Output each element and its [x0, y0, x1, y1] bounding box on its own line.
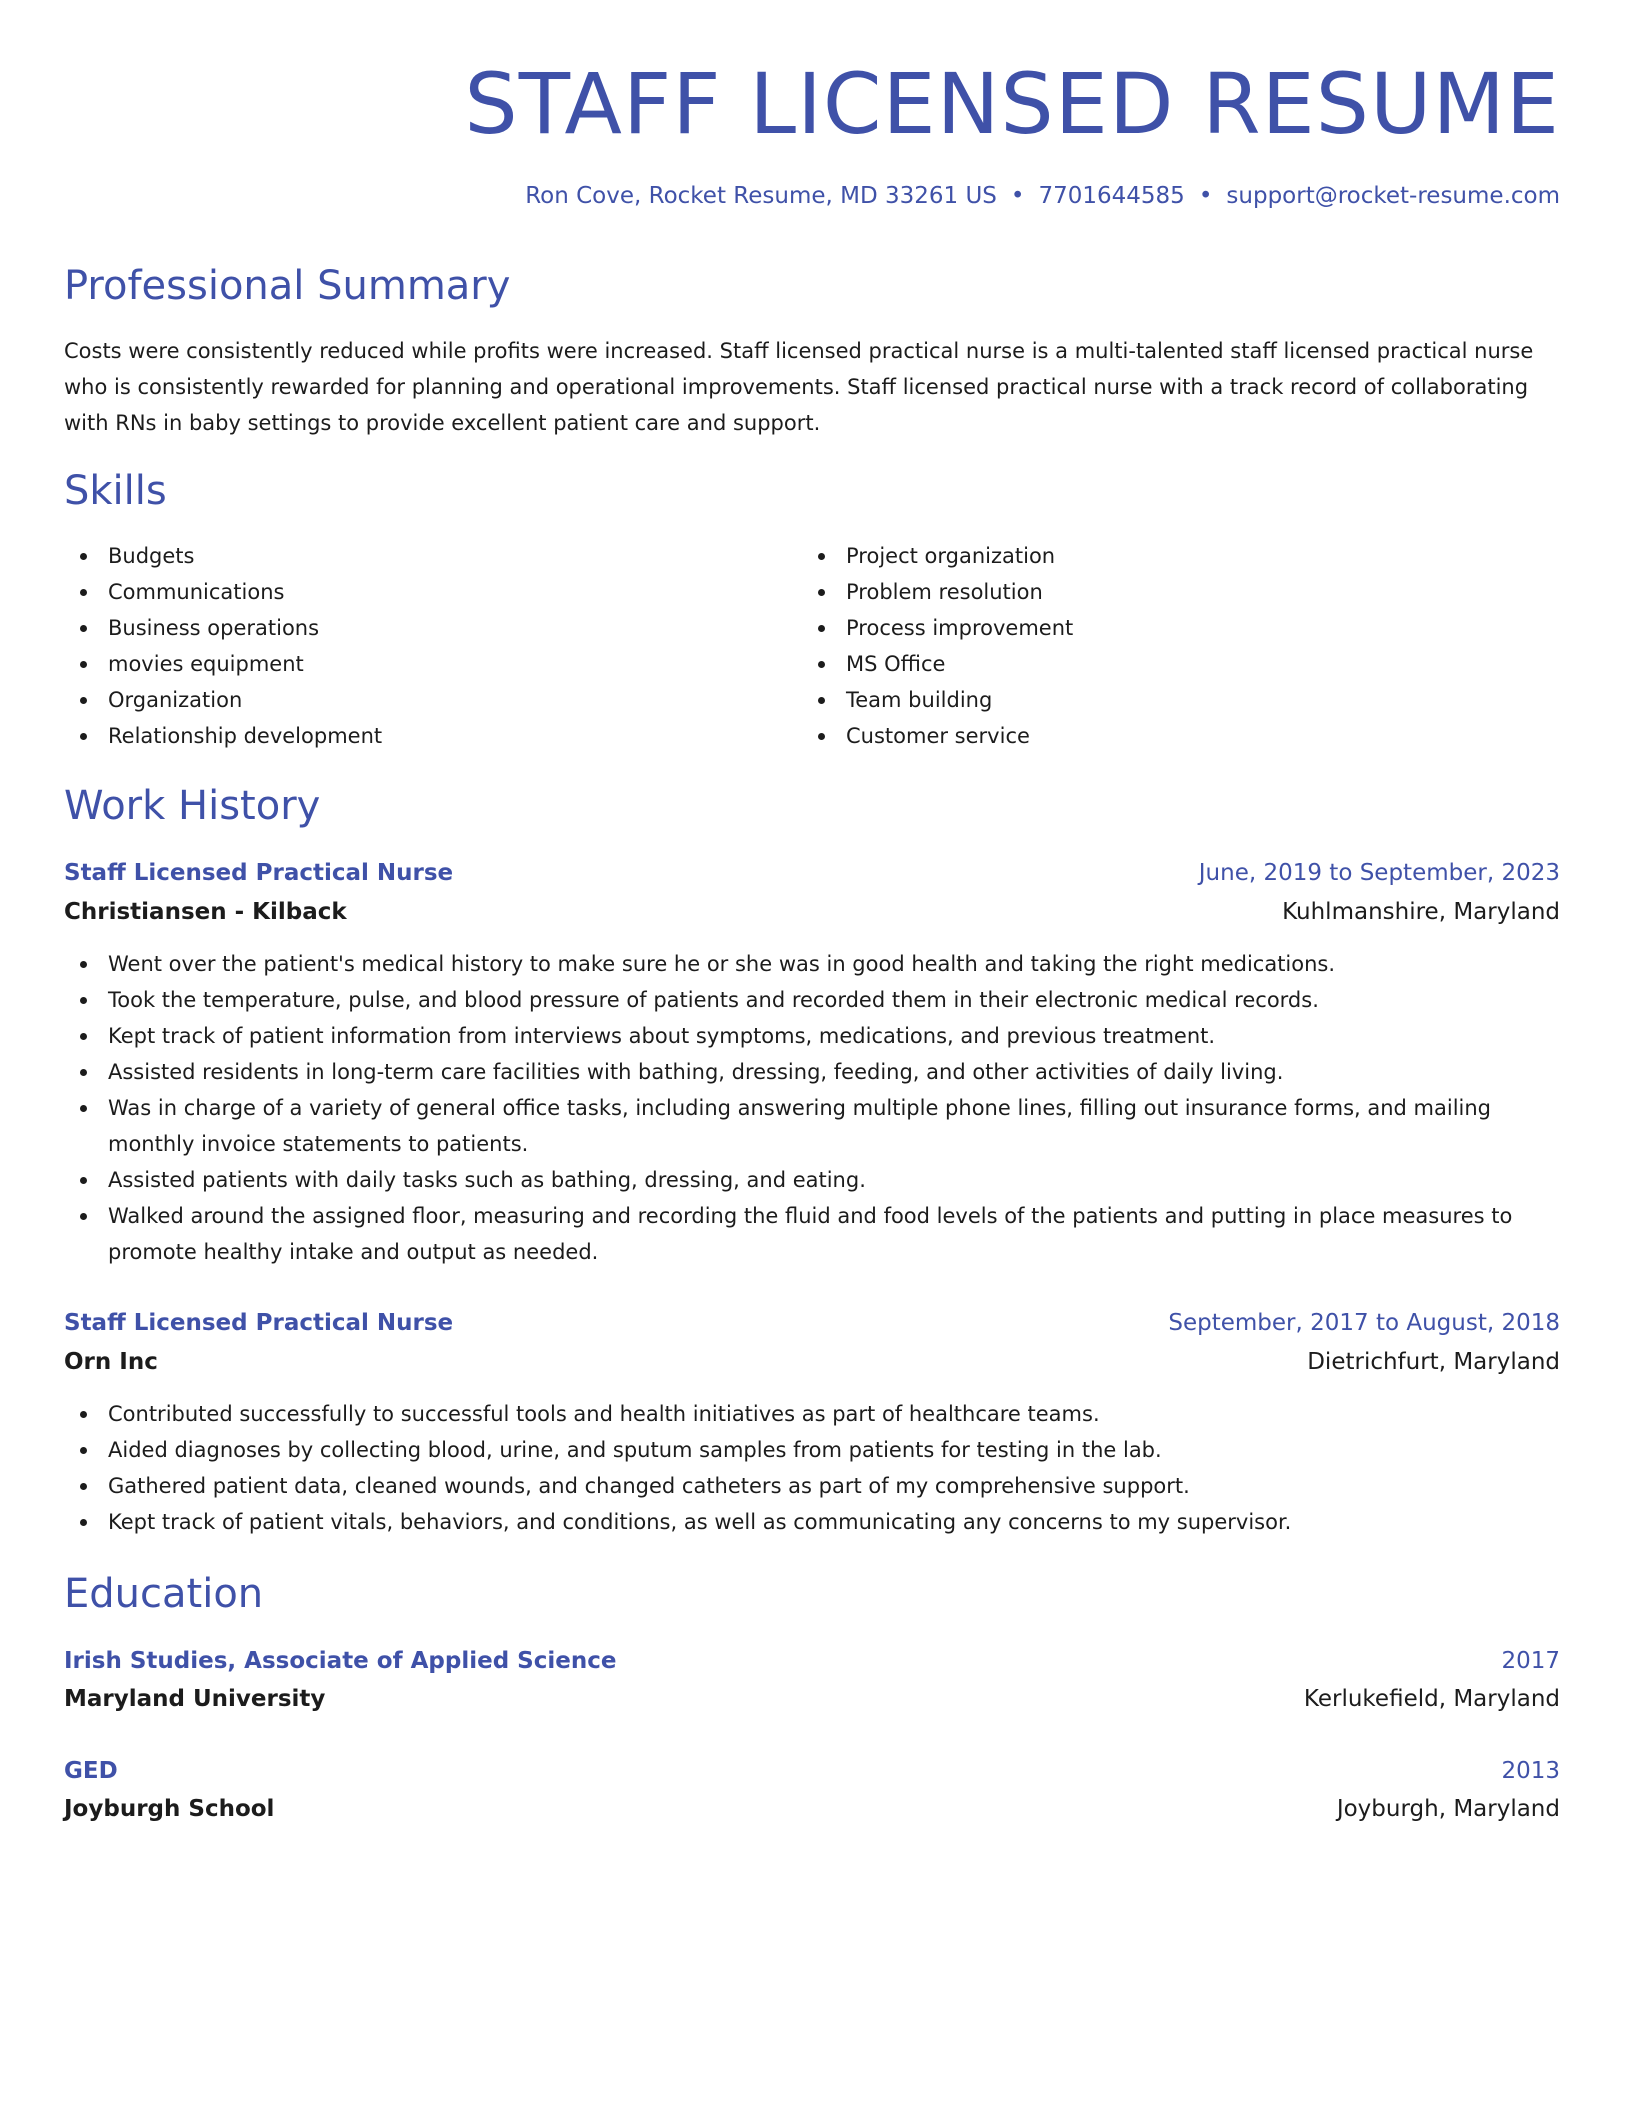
job-bullet: Assisted residents in long-term care facilities with bathing, dressing, feeding, and other activities of daily living. — [64, 1054, 1560, 1090]
job-bullet: Went over the patient's medical history to make sure he or she was in good health and taking the right medications. — [64, 946, 1560, 982]
education-school: Maryland University — [64, 1686, 326, 1712]
job-bullet: Was in charge of a variety of general office tasks, including answering multiple phone lines, filling out insurance forms, and mailing monthly invoice statements to patients. — [64, 1090, 1560, 1162]
job-title-row — [64, 855, 1560, 891]
skill-item: Communications — [64, 574, 794, 610]
education-degree-row — [64, 1753, 1560, 1789]
job-title: Staff Licensed Practical Nurse — [64, 1310, 454, 1336]
education-location: Joyburgh, Maryland — [1336, 1796, 1560, 1822]
skill-item: Project organization — [802, 538, 1560, 574]
skill-item: Customer service — [802, 718, 1560, 754]
job-bullet: Took the temperature, pulse, and blood pressure of patients and recorded them in their electronic medical records. — [64, 982, 1560, 1018]
contact-phone[interactable]: 7701644585 — [1038, 183, 1185, 209]
skill-item: Relationship development — [64, 718, 794, 754]
education-school-row — [64, 1791, 1560, 1827]
job-dates: September, 2017 to August, 2018 — [1168, 1310, 1560, 1336]
education-school-row — [64, 1681, 1560, 1717]
job-bullets — [64, 946, 1560, 1270]
education-location: Kerlukefield, Maryland — [1303, 1686, 1560, 1712]
education-school: Joyburgh School — [64, 1796, 275, 1822]
work-heading: Work History — [64, 783, 321, 829]
job-dates: June, 2019 to September, 2023 — [1198, 860, 1560, 886]
job-company-row — [64, 1344, 1560, 1380]
job-title-row — [64, 1305, 1560, 1341]
contact-separator: • — [1010, 183, 1025, 209]
job-bullet: Assisted patients with daily tasks such as bathing, dressing, and eating. — [64, 1162, 1560, 1198]
skills-list-left — [64, 538, 794, 754]
job-company: Orn Inc — [64, 1349, 158, 1375]
skill-item: Team building — [802, 682, 1560, 718]
job-company-row — [64, 894, 1560, 930]
education-year: 2017 — [1501, 1648, 1560, 1674]
resume-title: STAFF LICENSED RESUME — [464, 55, 1560, 153]
job-location: Kuhlmanshire, Maryland — [1282, 899, 1560, 925]
contact-line — [525, 180, 1560, 212]
job-location: Dietrichfurt, Maryland — [1307, 1349, 1560, 1375]
job-bullet: Aided diagnoses by collecting blood, urine, and sputum samples from patients for testing in the lab. — [64, 1432, 1560, 1468]
skill-item: Problem resolution — [802, 574, 1560, 610]
job-title: Staff Licensed Practical Nurse — [64, 860, 454, 886]
education-degree-row — [64, 1643, 1560, 1679]
job-bullet: Kept track of patient vitals, behaviors, and conditions, as well as communicating any concerns to my supervisor. — [64, 1504, 1560, 1540]
skills-heading: Skills — [64, 468, 167, 514]
skill-item: Process improvement — [802, 610, 1560, 646]
job-bullet: Kept track of patient information from interviews about symptoms, medications, and previous treatment. — [64, 1018, 1560, 1054]
skill-item: Organization — [64, 682, 794, 718]
job-bullet: Contributed successfully to successful tools and health initiatives as part of healthcare teams. — [64, 1396, 1560, 1432]
contact-email[interactable]: support@rocket-resume.com — [1226, 183, 1560, 209]
skill-item: MS Office — [802, 646, 1560, 682]
education-degree: Irish Studies, Associate of Applied Science — [64, 1648, 617, 1674]
education-year: 2013 — [1501, 1758, 1560, 1784]
job-bullets — [64, 1396, 1560, 1540]
skills-list-right — [802, 538, 1560, 754]
skill-item: Business operations — [64, 610, 794, 646]
summary-heading: Professional Summary — [64, 263, 511, 309]
skill-item: Budgets — [64, 538, 794, 574]
summary-text: Costs were consistently reduced while profits were increased. Staff licensed practical nurse is a multi-talented staff licensed practical nurse who is consistently rewarded for planning and operational improvements. Staff licensed practical nurse with a track record of collaborating with RNs in baby settings to provide excellent patient care and support. — [64, 339, 1534, 435]
skill-item: movies equipment — [64, 646, 794, 682]
education-heading: Education — [64, 1571, 264, 1617]
education-degree: GED — [64, 1758, 118, 1784]
contact-address: Ron Cove, Rocket Resume, MD 33261 US — [525, 183, 997, 209]
job-bullet: Walked around the assigned floor, measuring and recording the fluid and food levels of the patients and putting in place measures to promote healthy intake and output as needed. — [64, 1198, 1560, 1270]
contact-separator: • — [1198, 183, 1213, 209]
job-company: Christiansen - Kilback — [64, 899, 347, 925]
job-bullet: Gathered patient data, cleaned wounds, and changed catheters as part of my comprehensive support. — [64, 1468, 1560, 1504]
